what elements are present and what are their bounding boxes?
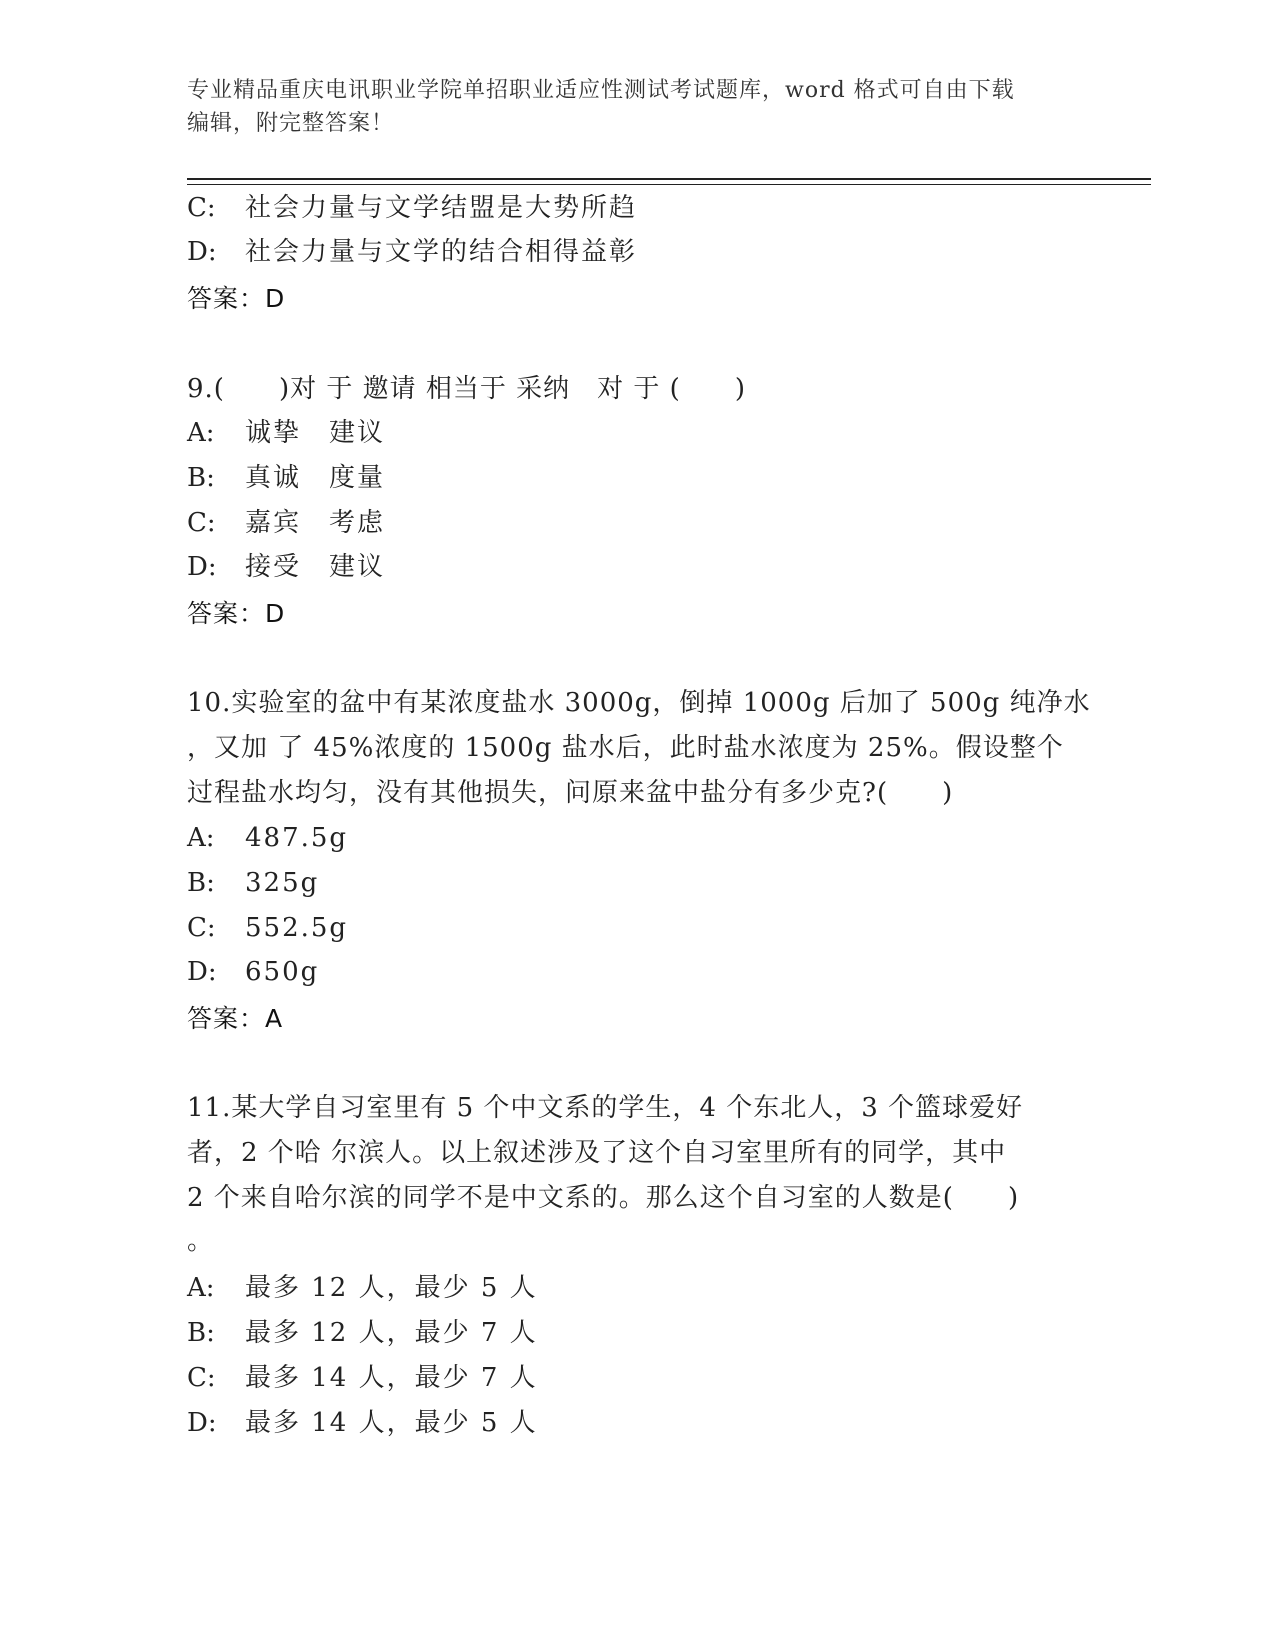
- option-text: 487.5g: [245, 823, 349, 853]
- q10-stem-line-1: 10.实验室的盆中有某浓度盐水 3000g，倒掉 1000g 后加了 500g 纯净水: [187, 688, 1091, 718]
- q11-stem-line-2: 者，2 个哈 尔滨人。以上叙述涉及了这个自习室里所有的同学，其中: [187, 1138, 1007, 1168]
- option-letter: A:: [187, 823, 215, 853]
- option-letter: A:: [187, 1273, 215, 1303]
- option-text: 650g: [245, 957, 320, 987]
- option-letter: A:: [187, 418, 215, 448]
- header-line-1: 专业精品重庆电讯职业学院单招职业适应性测试考试题库，word 格式可自由下载: [187, 78, 1015, 103]
- q11-option-a: [187, 1271, 538, 1305]
- option-letter: C:: [187, 508, 216, 538]
- option-letter: D:: [187, 1408, 217, 1438]
- q8-answer: 答案：D: [187, 284, 286, 313]
- option-letter: D:: [187, 237, 217, 267]
- option-letter: B:: [187, 1318, 215, 1348]
- q9-option-b: [187, 461, 385, 495]
- q8-option-c: [187, 191, 637, 225]
- q10-stem-line-3: 过程盐水均匀，没有其他损失，问原来盆中盐分有多少克?( ): [187, 778, 954, 808]
- option-text: 552.5g: [245, 913, 349, 943]
- q10-answer: 答案：A: [187, 1004, 284, 1033]
- page-header: [187, 74, 1087, 140]
- q11-option-d: [187, 1406, 538, 1440]
- q11-stem-line-1: 11.某大学自习室里有 5 个中文系的学生，4 个东北人，3 个篮球爱好: [187, 1093, 1024, 1123]
- q11-option-c: [187, 1361, 538, 1395]
- option-text: 真诚 度量: [245, 463, 386, 493]
- q9-stem: 9.( )对 于 邀请 相当于 采纳 对 于 ( ): [187, 374, 746, 404]
- q10-option-b: [187, 866, 319, 900]
- option-text: 最多 14 人，最少 5 人: [245, 1408, 538, 1438]
- q9-option-d: [187, 550, 385, 584]
- option-letter: D:: [187, 552, 217, 582]
- q9-option-a: [187, 416, 385, 450]
- q11-stem-line-3: 2 个来自哈尔滨的同学不是中文系的。那么这个自习室的人数是( ): [187, 1183, 1020, 1213]
- header-line-2: 编辑，附完整答案！: [187, 111, 395, 136]
- q10-option-a: [187, 821, 348, 855]
- option-text: 最多 14 人，最少 7 人: [245, 1363, 538, 1393]
- option-letter: B:: [187, 463, 215, 493]
- option-text: 诚挚 建议: [245, 418, 386, 448]
- option-letter: D:: [187, 957, 217, 987]
- option-text: 接受 建议: [245, 552, 386, 582]
- q9-answer: 答案：D: [187, 599, 286, 628]
- option-letter: C:: [187, 193, 216, 223]
- option-text: 325g: [245, 868, 320, 898]
- q11-stem-line-4: 。: [187, 1226, 215, 1256]
- option-letter: C:: [187, 913, 216, 943]
- option-text: 嘉宾 考虑: [245, 508, 386, 538]
- q8-option-d: [187, 235, 637, 269]
- option-letter: C:: [187, 1363, 216, 1393]
- header-divider-thin: [187, 184, 1151, 185]
- option-text: 最多 12 人，最少 5 人: [245, 1273, 538, 1303]
- option-letter: B:: [187, 868, 215, 898]
- q9-option-c: [187, 506, 385, 540]
- q10-option-c: [187, 911, 348, 945]
- q11-option-b: [187, 1316, 538, 1350]
- option-text: 社会力量与文学的结合相得益彰: [245, 237, 638, 267]
- option-text: 社会力量与文学结盟是大势所趋: [245, 193, 638, 223]
- option-text: 最多 12 人，最少 7 人: [245, 1318, 538, 1348]
- header-divider-thick: [187, 178, 1151, 180]
- q10-stem-line-2: ，又加 了 45%浓度的 1500g 盐水后，此时盐水浓度为 25%。假设整个: [187, 733, 1064, 763]
- q10-option-d: [187, 955, 319, 989]
